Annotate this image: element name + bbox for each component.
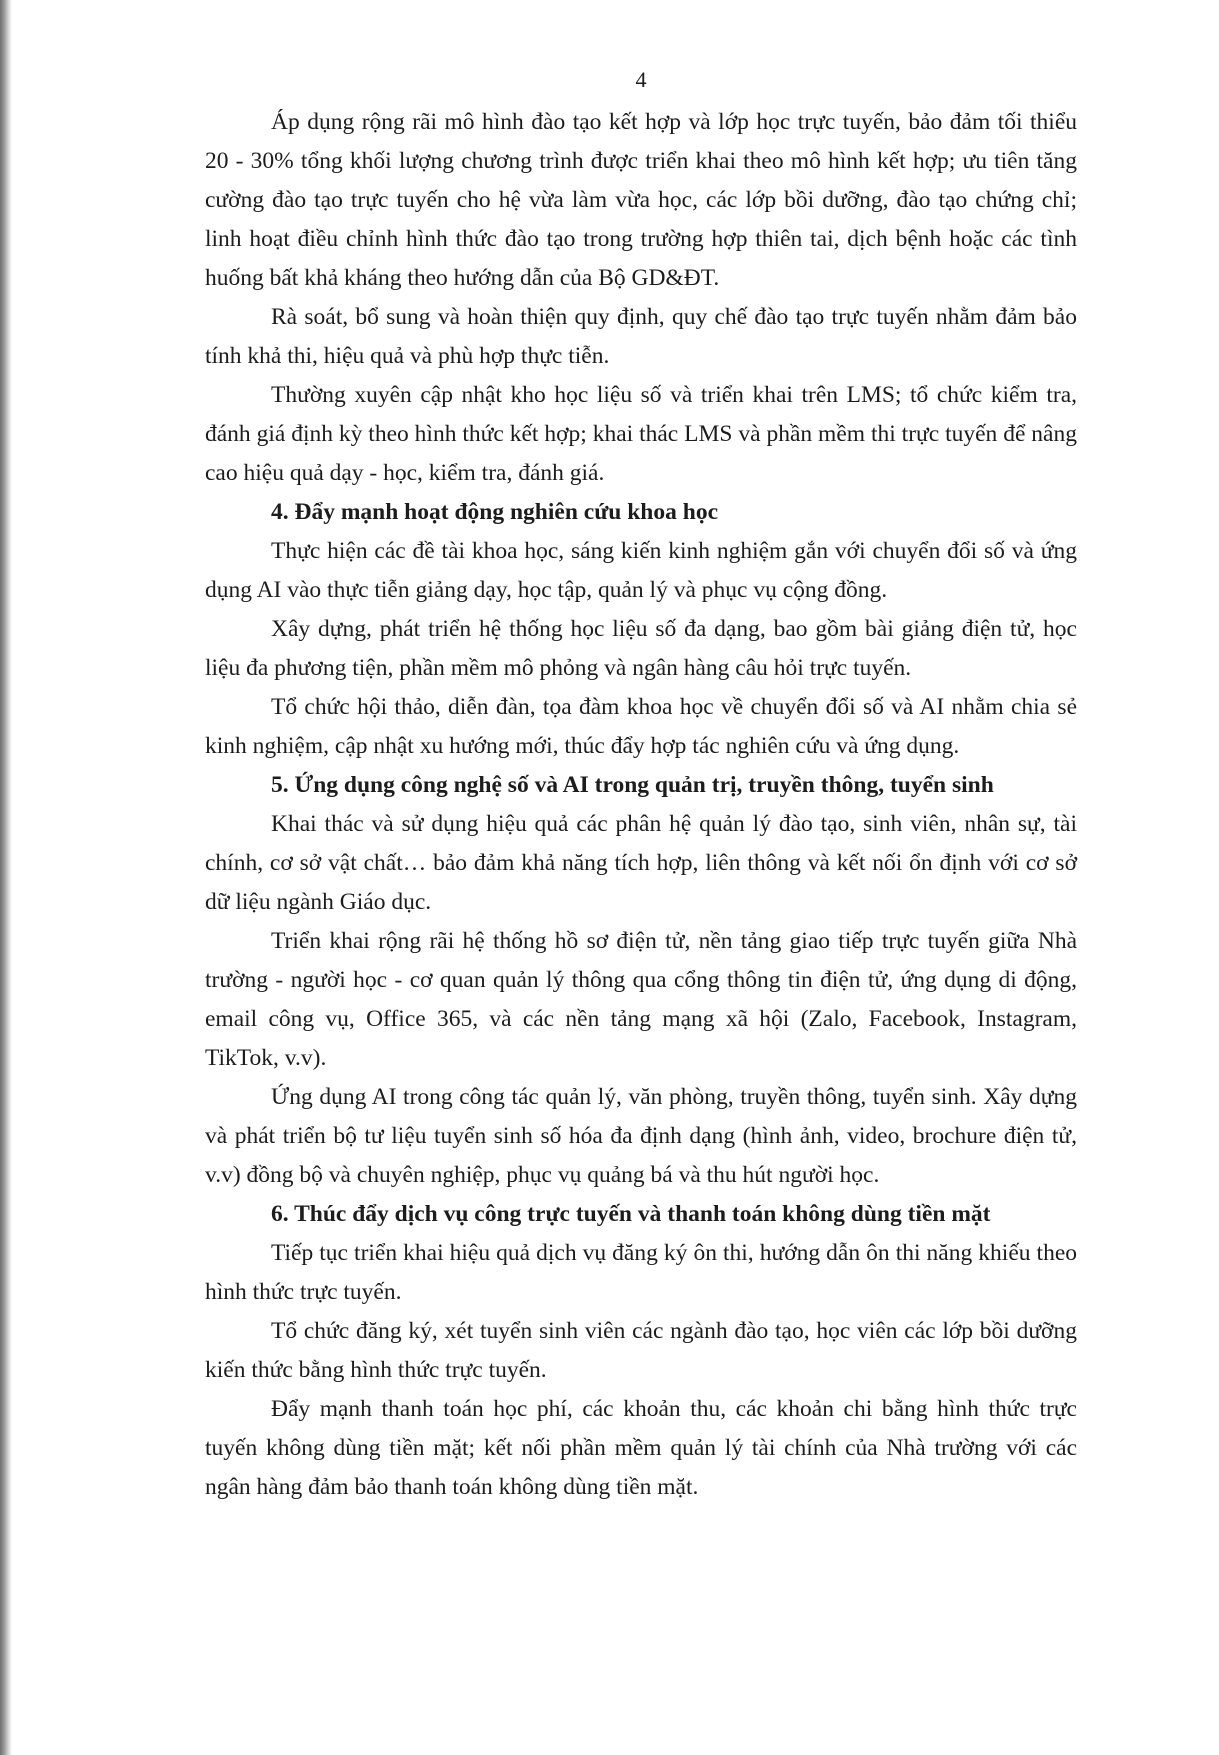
document-page <box>205 60 1077 1507</box>
section-6-paragraph-1: Tiếp tục triển khai hiệu quả dịch vụ đăng ký ôn thi, hướng dẫn ôn thi năng khiếu theo hình thức trực tuyến. <box>205 1240 1077 1305</box>
intro-paragraph-3: Thường xuyên cập nhật kho học liệu số và triển khai trên LMS; tổ chức kiểm tra, đánh giá định kỳ theo hình thức kết hợp; khai thác LMS và phần mềm thi trực tuyến để nâng cao hiệu quả dạy - học, kiểm tra, đánh giá. <box>205 382 1077 486</box>
section-4-heading: 4. Đẩy mạnh hoạt động nghiên cứu khoa học <box>271 499 719 525</box>
intro-paragraph-1: Áp dụng rộng rãi mô hình đào tạo kết hợp và lớp học trực tuyến, bảo đảm tối thiểu 20 - 30% tổng khối lượng chương trình được triển khai theo mô hình kết hợp; ưu tiên tăng cường đào tạo trực tuyến cho hệ vừa làm vừa học, các lớp bồi dưỡng, đào tạo chứng chỉ; linh hoạt điều chỉnh hình thức đào tạo trong trường hợp thiên tai, dịch bệnh hoặc các tình huống bất khả kháng theo hướng dẫn của Bộ GD&ĐT. <box>205 109 1077 291</box>
section-4-paragraph-2: Xây dựng, phát triển hệ thống học liệu số đa dạng, bao gồm bài giảng điện tử, học liệu đa phương tiện, phần mềm mô phỏng và ngân hàng câu hỏi trực tuyến. <box>205 616 1077 681</box>
section-6-paragraph-3: Đẩy mạnh thanh toán học phí, các khoản thu, các khoản chi bằng hình thức trực tuyến không dùng tiền mặt; kết nối phần mềm quản lý tài chính của Nhà trường với các ngân hàng đảm bảo thanh toán không dùng tiền mặt. <box>205 1396 1077 1500</box>
section-5-paragraph-1: Khai thác và sử dụng hiệu quả các phân hệ quản lý đào tạo, sinh viên, nhân sự, tài chính, cơ sở vật chất… bảo đảm khả năng tích hợp, liên thông và kết nối ổn định với cơ sở dữ liệu ngành Giáo dục. <box>205 811 1077 915</box>
section-5-paragraph-2: Triển khai rộng rãi hệ thống hồ sơ điện tử, nền tảng giao tiếp trực tuyến giữa Nhà trường - người học - cơ quan quản lý thông qua cổng thông tin điện tử, ứng dụng di động, email công vụ, Office 365, và các nền tảng mạng xã hội (Zalo, Facebook, Instagram, TikTok, v.v). <box>205 928 1077 1071</box>
intro-paragraph-2: Rà soát, bổ sung và hoàn thiện quy định, quy chế đào tạo trực tuyến nhằm đảm bảo tính khả thi, hiệu quả và phù hợp thực tiễn. <box>205 304 1077 369</box>
section-4-paragraph-1: Thực hiện các đề tài khoa học, sáng kiến kinh nghiệm gắn với chuyển đổi số và ứng dụng AI vào thực tiễn giảng dạy, học tập, quản lý và phục vụ cộng đồng. <box>205 538 1077 603</box>
section-5-paragraph-3: Ứng dụng AI trong công tác quản lý, văn phòng, truyền thông, tuyển sinh. Xây dựng và phát triển bộ tư liệu tuyển sinh số hóa đa định dạng (hình ảnh, video, brochure điện tử, v.v) đồng bộ và chuyên nghiệp, phục vụ quảng bá và thu hút người học. <box>205 1084 1077 1188</box>
section-5-heading: 5. Ứng dụng công nghệ số và AI trong quản trị, truyền thông, tuyển sinh <box>271 772 994 798</box>
section-6-paragraph-2: Tổ chức đăng ký, xét tuyển sinh viên các ngành đào tạo, học viên các lớp bồi dưỡng kiến thức bằng hình thức trực tuyến. <box>205 1318 1077 1383</box>
scan-shadow-edge <box>0 0 12 1755</box>
section-6-heading: 6. Thúc đẩy dịch vụ công trực tuyến và thanh toán không dùng tiền mặt <box>271 1201 991 1227</box>
section-4-paragraph-3: Tổ chức hội thảo, diễn đàn, tọa đàm khoa học về chuyển đổi số và AI nhằm chia sẻ kinh nghiệm, cập nhật xu hướng mới, thúc đẩy hợp tác nghiên cứu và ứng dụng. <box>205 694 1077 759</box>
page-number: 4 <box>635 67 647 92</box>
